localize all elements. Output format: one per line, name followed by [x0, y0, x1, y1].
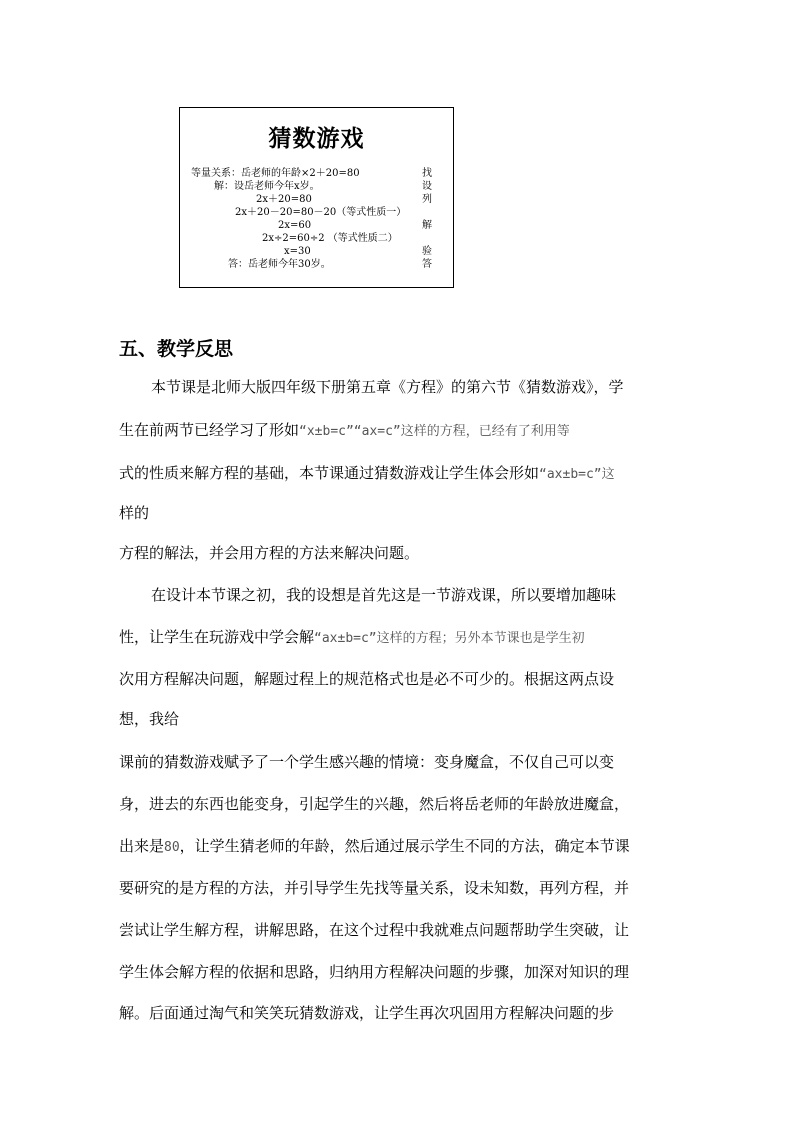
paragraph-line: 学生体会解方程的依据和思路，归纳用方程解决问题的步骤，加深对知识的理 — [119, 963, 630, 981]
board-line-step1: 2x＋20=80 — [256, 194, 312, 205]
board-title: 猜数游戏 — [268, 125, 365, 152]
step-find: 找 — [422, 168, 432, 179]
paragraph-line: 课前的猜数游戏赋予了一个学生感兴趣的情境：变身魔盒，不仅自己可以变 — [119, 753, 615, 771]
paragraph-line: 尝试让学生解方程，讲解思路，在这个过程中我就难点问题帮助学生突破，让 — [119, 921, 630, 939]
step-list: 列 — [422, 194, 432, 205]
paragraph-line: 在设计本节课之初，我的设想是首先这是一节游戏课，所以要增加趣味 — [151, 586, 617, 604]
paragraph-line: 要研究的是方程的方法，并引导学生先找等量关系，设未知数，再列方程，并 — [119, 879, 630, 897]
board-line-step4: 2x÷2=60÷2 （等式性质二） — [262, 233, 398, 244]
step-answer: 答 — [422, 259, 432, 270]
paragraph-line: 性，让学生在玩游戏中学会解“ax±b=c”这样的方程；另外本节课也是学生初 — [119, 628, 585, 646]
paragraph-line: 生在前两节已经学习了形如“x±b=c”“ax=c”这样的方程，已经有了利用等 — [119, 421, 570, 439]
paragraph-line: 式的性质来解方程的基础，本节课通过猜数游戏让学生体会形如“ax±b=c”这 — [119, 464, 615, 482]
section-heading: 五、教学反思 — [119, 338, 234, 360]
paragraph-line: 出来是80，让学生猜老师的年龄，然后通过展示学生不同的方法，确定本节课 — [119, 837, 630, 855]
paragraph-line: 本节课是北师大版四年级下册第五章《方程》的第六节《猜数游戏》，学 — [151, 378, 624, 396]
board-line-let: 解：设岳老师今年x岁。 — [214, 181, 320, 192]
paragraph-line: 身，进去的东西也能变身，引起学生的兴趣，然后将岳老师的年龄放进魔盒， — [119, 795, 630, 813]
board-line-step2: 2x＋20－20=80－20（等式性质一） — [235, 207, 407, 218]
board-line-answer: 答：岳老师今年30岁。 — [228, 259, 331, 270]
board-line-step5: x=30 — [284, 246, 311, 257]
paragraph-line: 想，我给 — [119, 710, 180, 728]
paragraph-line: 次用方程解决问题，解题过程上的规范格式也是必不可少的。根据这两点设 — [119, 670, 615, 688]
guess-number-game-board — [179, 107, 454, 288]
paragraph-line: 样的 — [119, 504, 150, 522]
paragraph-line: 解。后面通过淘气和笑笑玩猜数游戏，让学生再次巩固用方程解决问题的步 — [119, 1004, 615, 1022]
board-line-step3: 2x=60 — [278, 220, 312, 231]
step-set: 设 — [422, 181, 432, 192]
step-check: 验 — [422, 246, 432, 257]
step-solve: 解 — [422, 220, 432, 231]
paragraph-line: 方程的解法，并会用方程的方法来解决问题。 — [119, 544, 420, 562]
board-line-equation: 等量关系：岳老师的年龄×2＋20=80 — [191, 168, 360, 179]
